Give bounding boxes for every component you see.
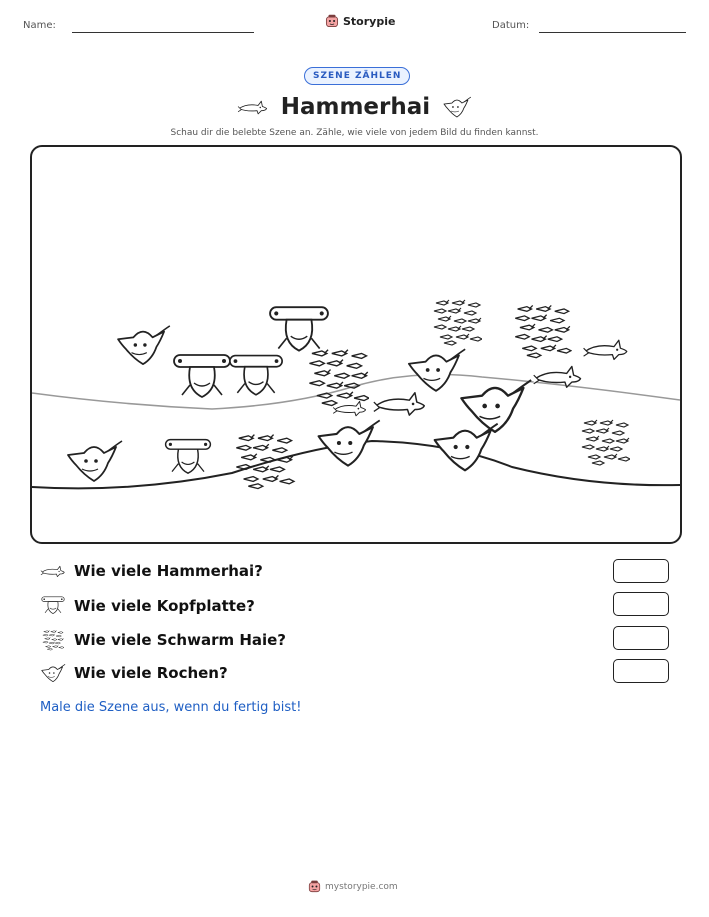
category-badge: SZENE ZÄHLEN	[304, 67, 410, 85]
name-line[interactable]	[72, 32, 254, 33]
head-front-1	[270, 307, 328, 350]
question-row-4	[40, 662, 228, 684]
school-4	[236, 435, 294, 489]
background-wave	[32, 375, 680, 409]
school-5	[582, 420, 630, 465]
ray-6	[68, 441, 122, 481]
footer-url[interactable]: mystorypie.com	[325, 881, 398, 892]
question-text: Wie viele Schwarm Haie?	[74, 631, 287, 649]
ray-1	[118, 326, 170, 364]
coloring-note: Male die Szene aus, wenn du fertig bist!	[40, 700, 302, 715]
answer-box-4[interactable]	[613, 659, 669, 683]
shark-school-icon	[40, 629, 66, 651]
instructions: Schau dir die belebte Szene an. Zähle, wie viele von jedem Bild du finden kannst.	[170, 128, 539, 138]
brand-logo	[325, 14, 395, 28]
counting-scene	[30, 145, 682, 544]
date-line[interactable]	[539, 32, 686, 33]
brand-name: Storypie	[343, 14, 396, 28]
answer-box-3[interactable]	[613, 626, 669, 650]
name-label: Name:	[23, 20, 56, 31]
school-2	[515, 305, 571, 357]
hammerhead-1	[584, 340, 627, 359]
scene-drawing	[32, 147, 680, 542]
footer-brand	[308, 880, 398, 893]
hammerhead-3	[374, 393, 424, 415]
head-front-4	[166, 440, 211, 474]
storypie-mascot-icon	[308, 880, 321, 893]
answer-box-2[interactable]	[613, 592, 669, 616]
answer-box-1[interactable]	[613, 559, 669, 583]
school-3	[309, 350, 369, 406]
hammerhead-icon	[237, 97, 269, 117]
storypie-mascot-icon	[325, 14, 339, 28]
hammerhead-4	[333, 401, 365, 415]
head-front-3	[230, 356, 282, 395]
question-row-2	[40, 596, 255, 616]
question-row-1	[40, 562, 263, 580]
question-row-3	[40, 629, 286, 651]
ray-icon	[442, 94, 472, 120]
question-text: Wie viele Rochen?	[74, 664, 228, 682]
question-text: Wie viele Hammerhai?	[74, 562, 263, 580]
head-front-icon	[40, 596, 66, 616]
school-1	[434, 300, 482, 345]
question-text: Wie viele Kopfplatte?	[74, 597, 255, 615]
ray-4	[319, 420, 380, 465]
ray-2	[409, 349, 465, 391]
hammerhead-icon	[40, 563, 66, 579]
ray-icon	[40, 662, 66, 684]
head-front-2	[174, 355, 230, 397]
ray-5	[435, 424, 498, 471]
date-label: Datum:	[492, 20, 530, 31]
page-title: Hammerhai	[280, 94, 431, 120]
title-row	[237, 92, 472, 122]
